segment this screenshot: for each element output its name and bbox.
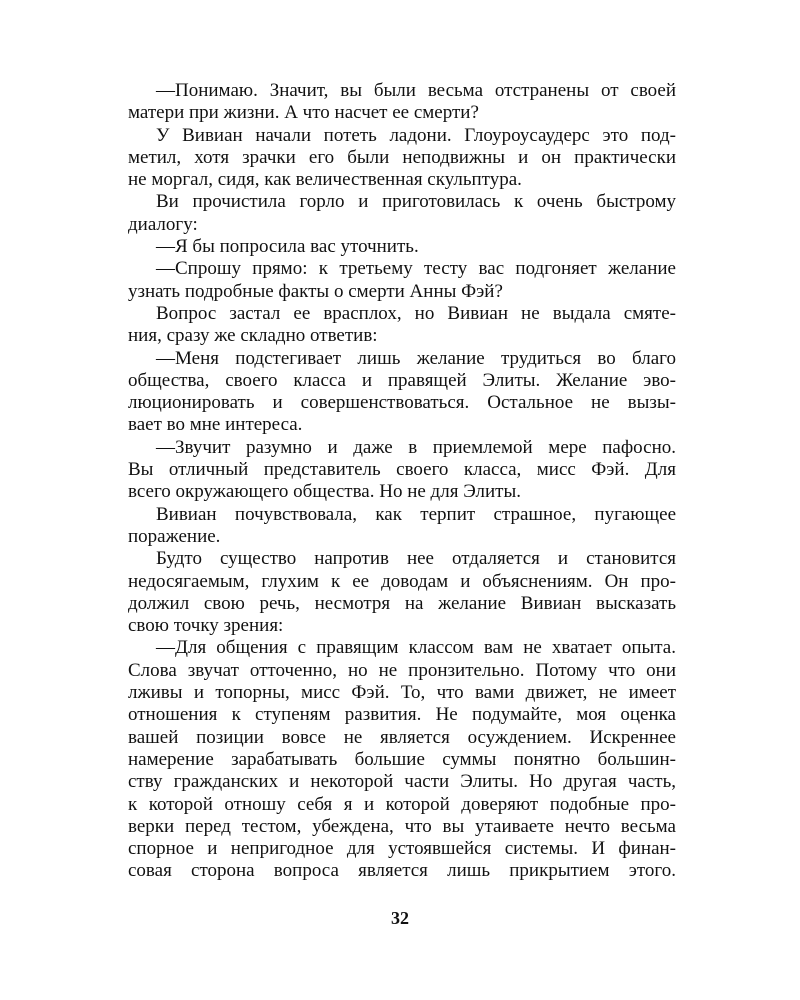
text-line: У Вивиан начали потеть ладони. Глоуроусаудерс это под- [156,124,676,146]
text-line: спорное и непригодное для устоявшейся системы. И финан- [128,838,676,860]
text-line: общества, своего класса и правящей Элиты. Желание эво- [128,369,676,391]
text-line: метил, хотя зрачки его были неподвижны и он практически [128,146,676,168]
text-line: Слова звучат отточенно, но не пронзительно. Потому что они [128,659,676,681]
text-line: к которой отношу себя я и которой доверяют подобные про- [128,793,676,815]
text-line: —Звучит разумно и даже в приемлемой мере пафосно. [156,436,676,458]
text-line: всего окружающего общества. Но не для Элиты. [128,481,521,503]
text-line: вает во мне интереса. [128,414,303,436]
text-line: совая сторона вопроса является лишь прикрытием этого. [128,860,676,882]
text-line: —Спрошу прямо: к третьему тесту вас подгоняет желание [156,258,676,280]
page-number: 32 [391,908,409,928]
text-line: свою точку зрения: [128,615,284,637]
text-line: ству гражданских и некоторой части Элиты. Но другая часть, [128,771,676,793]
text-line: отношения к ступеням развития. Не подумайте, моя оценка [128,704,676,726]
text-line: матери при жизни. А что насчет ее смерти? [128,102,479,124]
text-line: Вивиан почувствовала, как терпит страшное, пугающее [156,503,676,525]
text-line: не моргал, сидя, как величественная скульптура. [128,169,522,191]
text-line: лживы и топорны, мисс Фэй. То, что вами движет, не имеет [128,682,676,704]
text-line: Ви прочистила горло и приготовилась к очень быстрому [156,191,676,213]
text-line: верки перед тестом, убеждена, что вы утаиваете нечто весьма [128,815,676,837]
text-line: узнать подробные факты о смерти Анны Фэй? [128,280,503,302]
text-line: —Я бы попросила вас уточнить. [156,236,419,258]
text-line: —Меня подстегивает лишь желание трудиться во благо [156,347,676,369]
text-line: недосягаемым, глухим к ее доводам и объяснениям. Он про- [128,570,676,592]
text-line: Вы отличный представитель своего класса, мисс Фэй. Для [128,459,676,481]
text-line: люционировать и совершенствоваться. Остальное не вызы- [128,392,676,414]
page-body-text [128,80,676,883]
text-line: должил свою речь, несмотря на желание Вивиан высказать [128,592,676,614]
text-line: —Понимаю. Значит, вы были весьма отстранены от своей [156,80,676,101]
text-line: ния, сразу же складно ответив: [128,325,378,347]
text-line: Будто существо напротив нее отдаляется и становится [156,548,676,570]
text-line: диалогу: [128,213,198,235]
text-line: —Для общения с правящим классом вам не хватает опыта. [156,637,676,659]
text-line: намерение зарабатывать большие суммы понятно большин- [128,748,676,770]
text-line: вашей позиции вовсе не является осуждением. Искреннее [128,726,676,748]
text-line: поражение. [128,525,221,547]
text-line: Вопрос застал ее врасплох, но Вивиан не выдала смяте- [156,302,676,324]
